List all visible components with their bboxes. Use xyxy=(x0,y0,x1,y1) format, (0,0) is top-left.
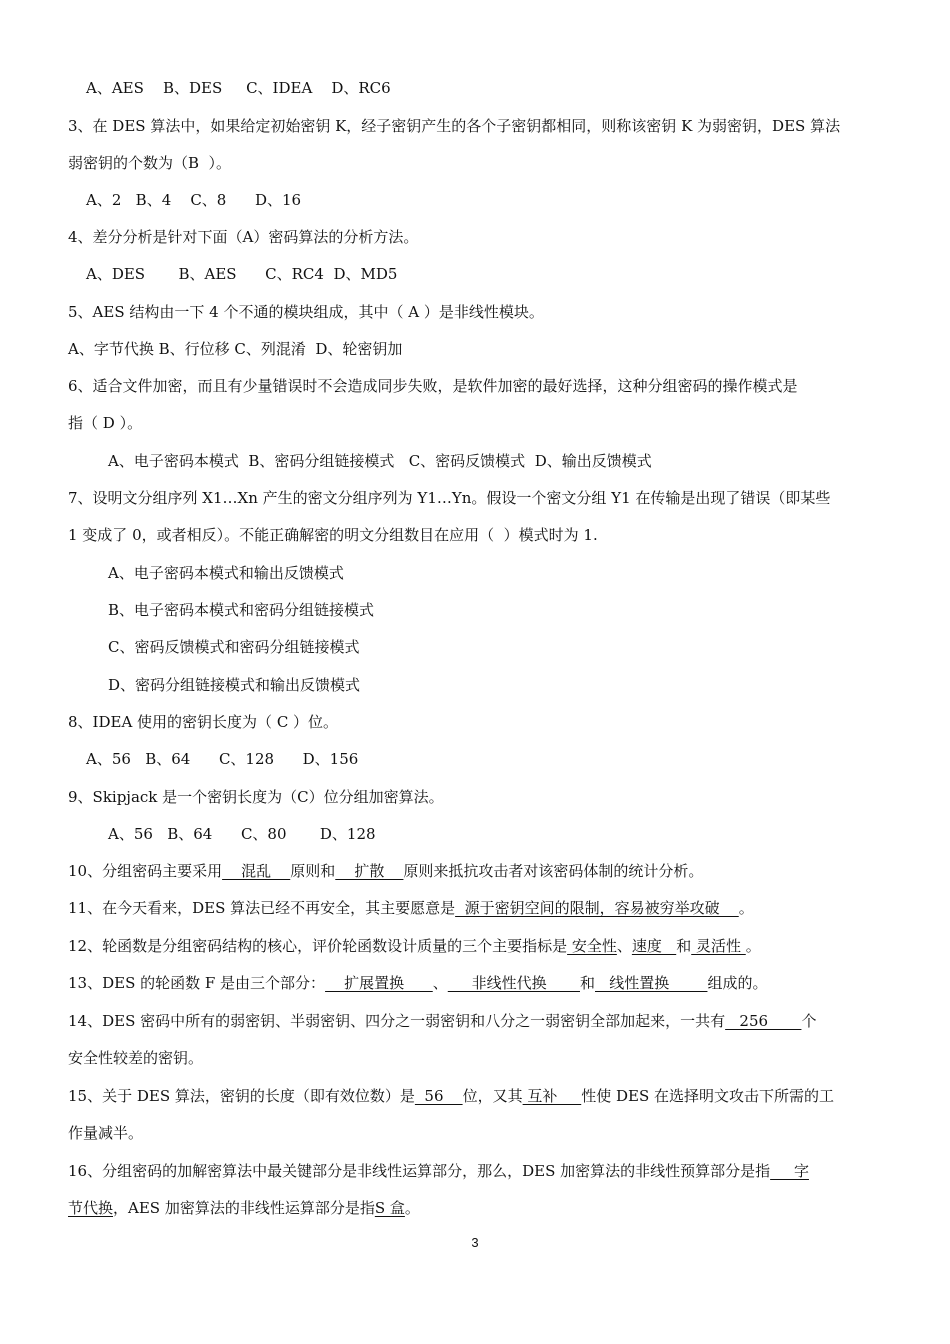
q16-prefix: 16、分组密码的加解密算法中最关键部分是非线性运算部分，那么，DES 加密算法的非线性预算部分是指 xyxy=(68,1162,771,1180)
q8-options: A、56 B、64 C、128 D、156 xyxy=(86,750,359,768)
q16-line1 xyxy=(68,1161,809,1181)
q13-sep-2: 和 xyxy=(579,974,595,992)
q3-text-line1: 3、在 DES 算法中，如果给定初始密钥 K，经子密钥产生的各个子密钥都相同，则称该密钥 K 为弱密钥，DES 算法 xyxy=(68,117,841,135)
q12-sep-1: 、 xyxy=(616,937,632,955)
q6-options: A、电子密码本模式 B、密码分组链接模式 C、密码反馈模式 D、输出反馈模式 xyxy=(108,452,652,470)
q9-text: 9、Skipjack 是一个密钥长度为（C）位分组加密算法。 xyxy=(68,788,444,806)
q7-option-b: B、电子密码本模式和密码分组链接模式 xyxy=(108,601,375,619)
q12-suffix: 。 xyxy=(745,937,761,955)
q15-line1 xyxy=(68,1086,834,1106)
q5-text: 5、AES 结构由一下 4 个不通的模块组成，其中（ A ）是非线性模块。 xyxy=(68,303,544,321)
q13-answer-2: 非线性代换 xyxy=(447,974,580,992)
q10-answer-2: 扩散 xyxy=(335,862,404,880)
q7-option-c: C、密码反馈模式和密码分组链接模式 xyxy=(108,638,360,656)
q15-prefix: 15、关于 DES 算法，密钥的长度（即有效位数）是 xyxy=(68,1087,415,1105)
q7-text-line2: 1 变成了 0，或者相反）。不能正确解密的明文分组数目在应用（ ）模式时为 1. xyxy=(68,526,598,544)
q4-options: A、DES B、AES C、RC4 D、MD5 xyxy=(86,265,398,283)
q13-answer-1: 扩展置换 xyxy=(325,974,433,992)
q12-answer-1: 安全性 xyxy=(567,937,617,955)
q7-option-a: A、电子密码本模式和输出反馈模式 xyxy=(108,564,344,582)
q11-suffix: 。 xyxy=(738,899,754,917)
q16-mid: ，AES 加密算法的非线性运算部分是指 xyxy=(113,1199,375,1217)
q11-prefix: 11、在今天看来，DES 算法已经不再安全，其主要愿意是 xyxy=(68,899,456,917)
q12-line xyxy=(68,936,761,956)
q12-prefix: 12、轮函数是分组密码结构的核心，评价轮函数设计质量的三个主要指标是 xyxy=(68,937,568,955)
q16-answer-2: S 盒 xyxy=(374,1199,405,1217)
q13-prefix: 13、DES 的轮函数 F 是由三个部分： xyxy=(68,974,326,992)
q10-mid: 原则和 xyxy=(290,862,336,880)
q13-suffix: 组成的。 xyxy=(707,974,768,992)
q15-answer-1: 56 xyxy=(414,1087,463,1105)
q8-text: 8、IDEA 使用的密钥长度为（ C ）位。 xyxy=(68,713,339,731)
q6-text-line2: 指（ D ）。 xyxy=(68,414,143,432)
q15-line2: 作量减半。 xyxy=(68,1124,144,1142)
q10-suffix: 原则来抵抗攻击者对该密码体制的统计分析。 xyxy=(403,862,704,880)
q14-line1 xyxy=(68,1011,816,1031)
q10-answer-1: 混乱 xyxy=(222,862,291,880)
q4-text: 4、差分分析是针对下面（A）密码算法的分析方法。 xyxy=(68,228,419,246)
q11-answer: 源于密钥空间的限制，容易被穷举攻破 xyxy=(455,899,739,917)
q10-line xyxy=(68,861,703,881)
page-number: 3 xyxy=(471,1235,479,1250)
q12-answer-3: 灵活性 xyxy=(691,937,746,955)
q14-prefix: 14、DES 密码中所有的弱密钥、半弱密钥、四分之一弱密钥和八分之一弱密钥全部加起来，一共有 xyxy=(68,1012,726,1030)
q11-line xyxy=(68,898,754,918)
q15-suffix: 性使 DES 在选择明文攻击下所需的工 xyxy=(581,1087,835,1105)
q16-suffix: 。 xyxy=(404,1199,420,1217)
q3-text-line2: 弱密钥的个数为（B ）。 xyxy=(68,154,232,172)
q7-option-d: D、密码分组链接模式和输出反馈模式 xyxy=(108,676,361,694)
q12-sep-2: 和 xyxy=(676,937,692,955)
q3-options: A、2 B、4 C、8 D、16 xyxy=(86,191,302,209)
q12-answer-2: 速度 xyxy=(631,937,677,955)
q13-answer-3: 线性置换 xyxy=(595,974,708,992)
q13-sep-1: 、 xyxy=(432,974,448,992)
q16-answer-1-end: 节代换 xyxy=(68,1199,114,1217)
q6-text-line1: 6、适合文件加密，而且有少量错误时不会造成同步失败，是软件加密的最好选择，这种分组密码的操作模式是 xyxy=(68,377,798,395)
q5-options: A、字节代换 B、行位移 C、列混淆 D、轮密钥加 xyxy=(68,340,403,358)
q16-answer-1-start: 字 xyxy=(770,1162,809,1180)
q16-line2 xyxy=(68,1198,420,1218)
q14-answer: 256 xyxy=(725,1012,802,1030)
q14-line2: 安全性较差的密钥。 xyxy=(68,1049,204,1067)
q2-options: A、AES B、DES C、IDEA D、RC6 xyxy=(86,79,391,97)
q9-options: A、56 B、64 C、80 D、128 xyxy=(108,825,376,843)
q7-text-line1: 7、设明文分组序列 X1…Xn 产生的密文分组序列为 Y1…Yn。假设一个密文分组 Y1 在传输是出现了错误（即某些 xyxy=(68,489,831,507)
q14-suffix: 个 xyxy=(801,1012,817,1030)
q15-answer-2: 互补 xyxy=(522,1087,582,1105)
q15-mid: 位，又其 xyxy=(462,1087,523,1105)
q10-prefix: 10、分组密码主要采用 xyxy=(68,862,223,880)
q13-line xyxy=(68,973,767,993)
